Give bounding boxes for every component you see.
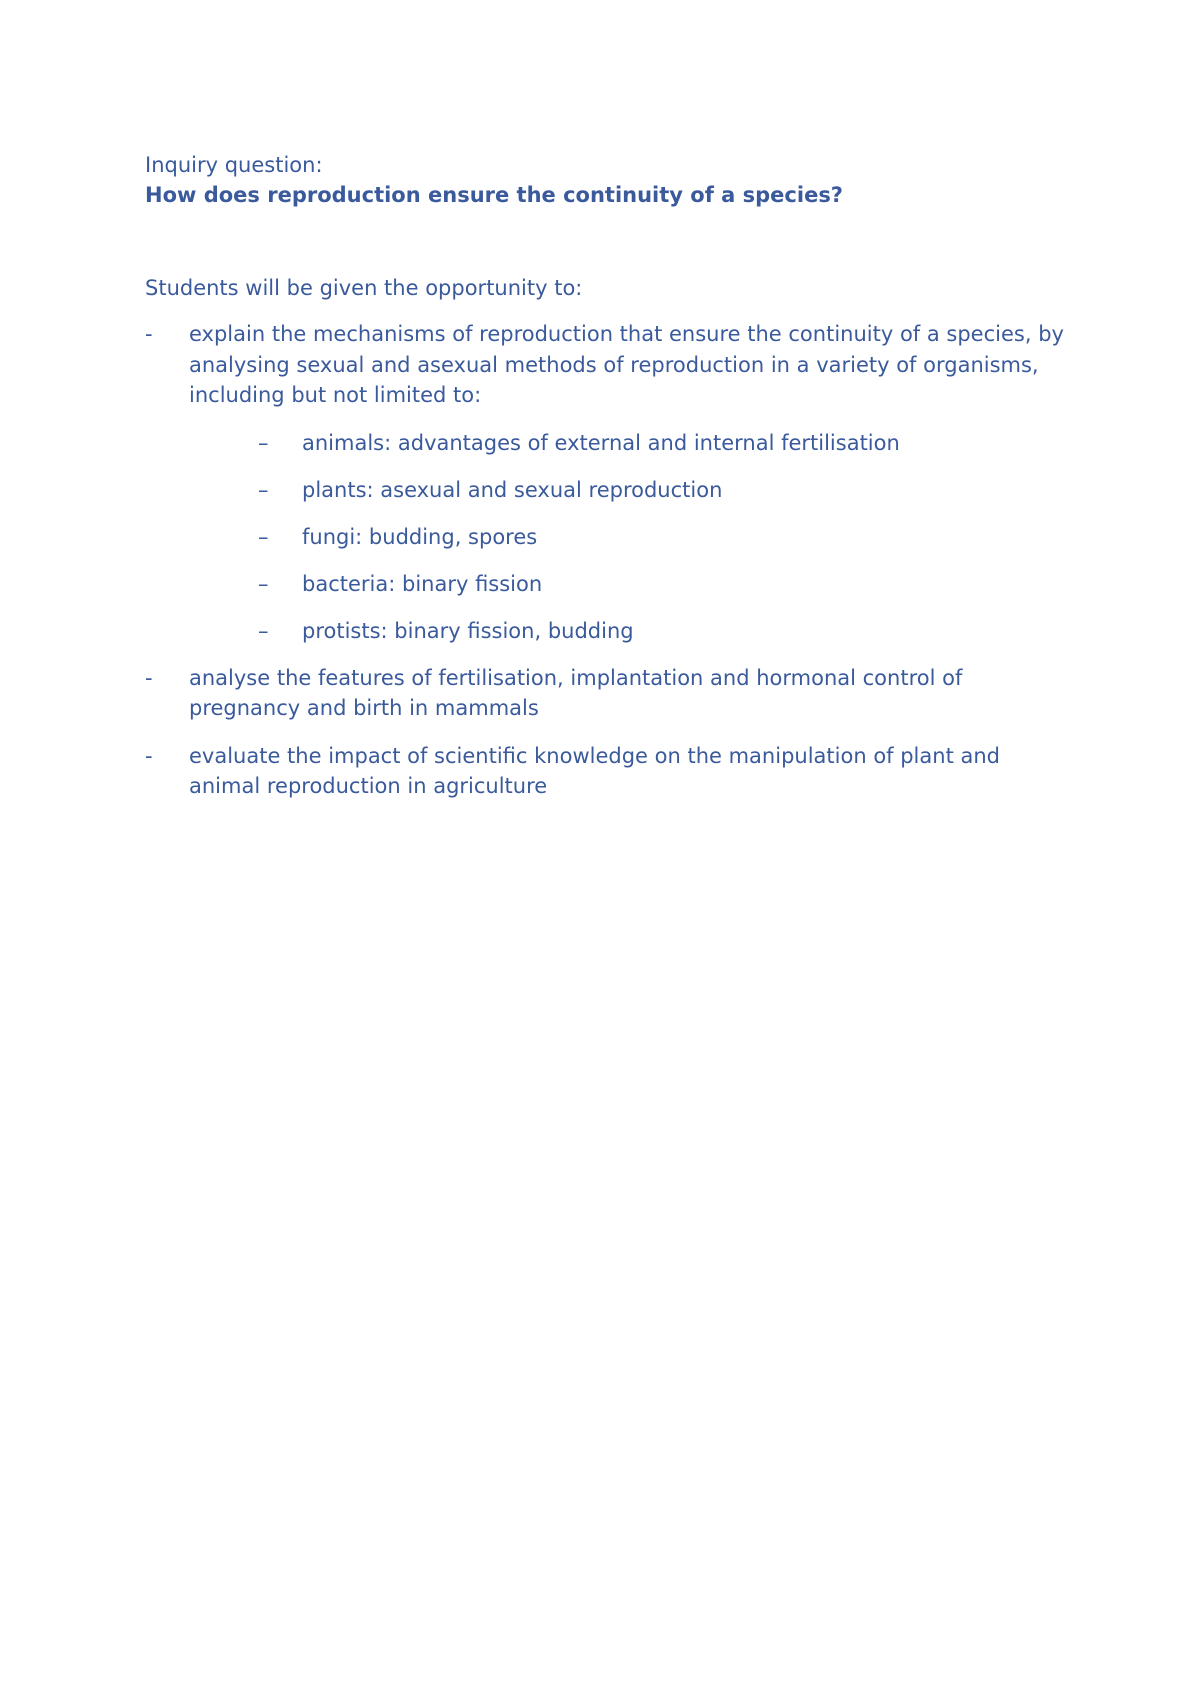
organism-list <box>189 428 1065 646</box>
sub-item-text: plants: asexual and sexual reproduction <box>302 477 723 502</box>
outcome-item <box>145 663 1065 724</box>
outcome-list <box>145 319 1065 802</box>
outcome-item <box>145 319 1065 646</box>
syllabus-content <box>145 150 1065 819</box>
outcome-text: explain the mechanisms of reproduction that ensure the continuity of a species, by analysing sexual and asexual methods of reproduction in a variety of organisms, including but not limited to: <box>189 322 1064 407</box>
en-dash-bullet: – <box>258 477 269 502</box>
en-dash-bullet: – <box>258 524 269 549</box>
sub-item-text: fungi: budding, spores <box>302 524 538 549</box>
dash-bullet: - <box>145 743 153 768</box>
en-dash-bullet: – <box>258 571 269 596</box>
sub-item <box>258 428 1065 458</box>
sub-item <box>258 475 1065 505</box>
en-dash-bullet: – <box>258 618 269 643</box>
sub-item-text: bacteria: binary fission <box>302 571 543 596</box>
intro-text: Students will be given the opportunity to: <box>145 276 583 300</box>
outcome-text: evaluate the impact of scientific knowledge on the manipulation of plant and animal reproduction in agriculture <box>189 743 1000 798</box>
dash-bullet: - <box>145 322 153 346</box>
sub-item <box>258 522 1065 552</box>
sub-item <box>258 616 1065 646</box>
sub-item <box>258 569 1065 599</box>
dash-bullet: - <box>145 665 153 690</box>
inquiry-question: How does reproduction ensure the continuity of a species? <box>145 183 843 207</box>
sub-item-text: animals: advantages of external and internal fertilisation <box>302 430 900 455</box>
outcome-item <box>145 741 1065 802</box>
outcome-text: analyse the features of fertilisation, implantation and hormonal control of pregnancy and birth in mammals <box>189 665 963 720</box>
inquiry-label: Inquiry question: <box>145 153 323 177</box>
sub-item-text: protists: binary fission, budding <box>302 618 634 643</box>
en-dash-bullet: – <box>258 430 269 455</box>
